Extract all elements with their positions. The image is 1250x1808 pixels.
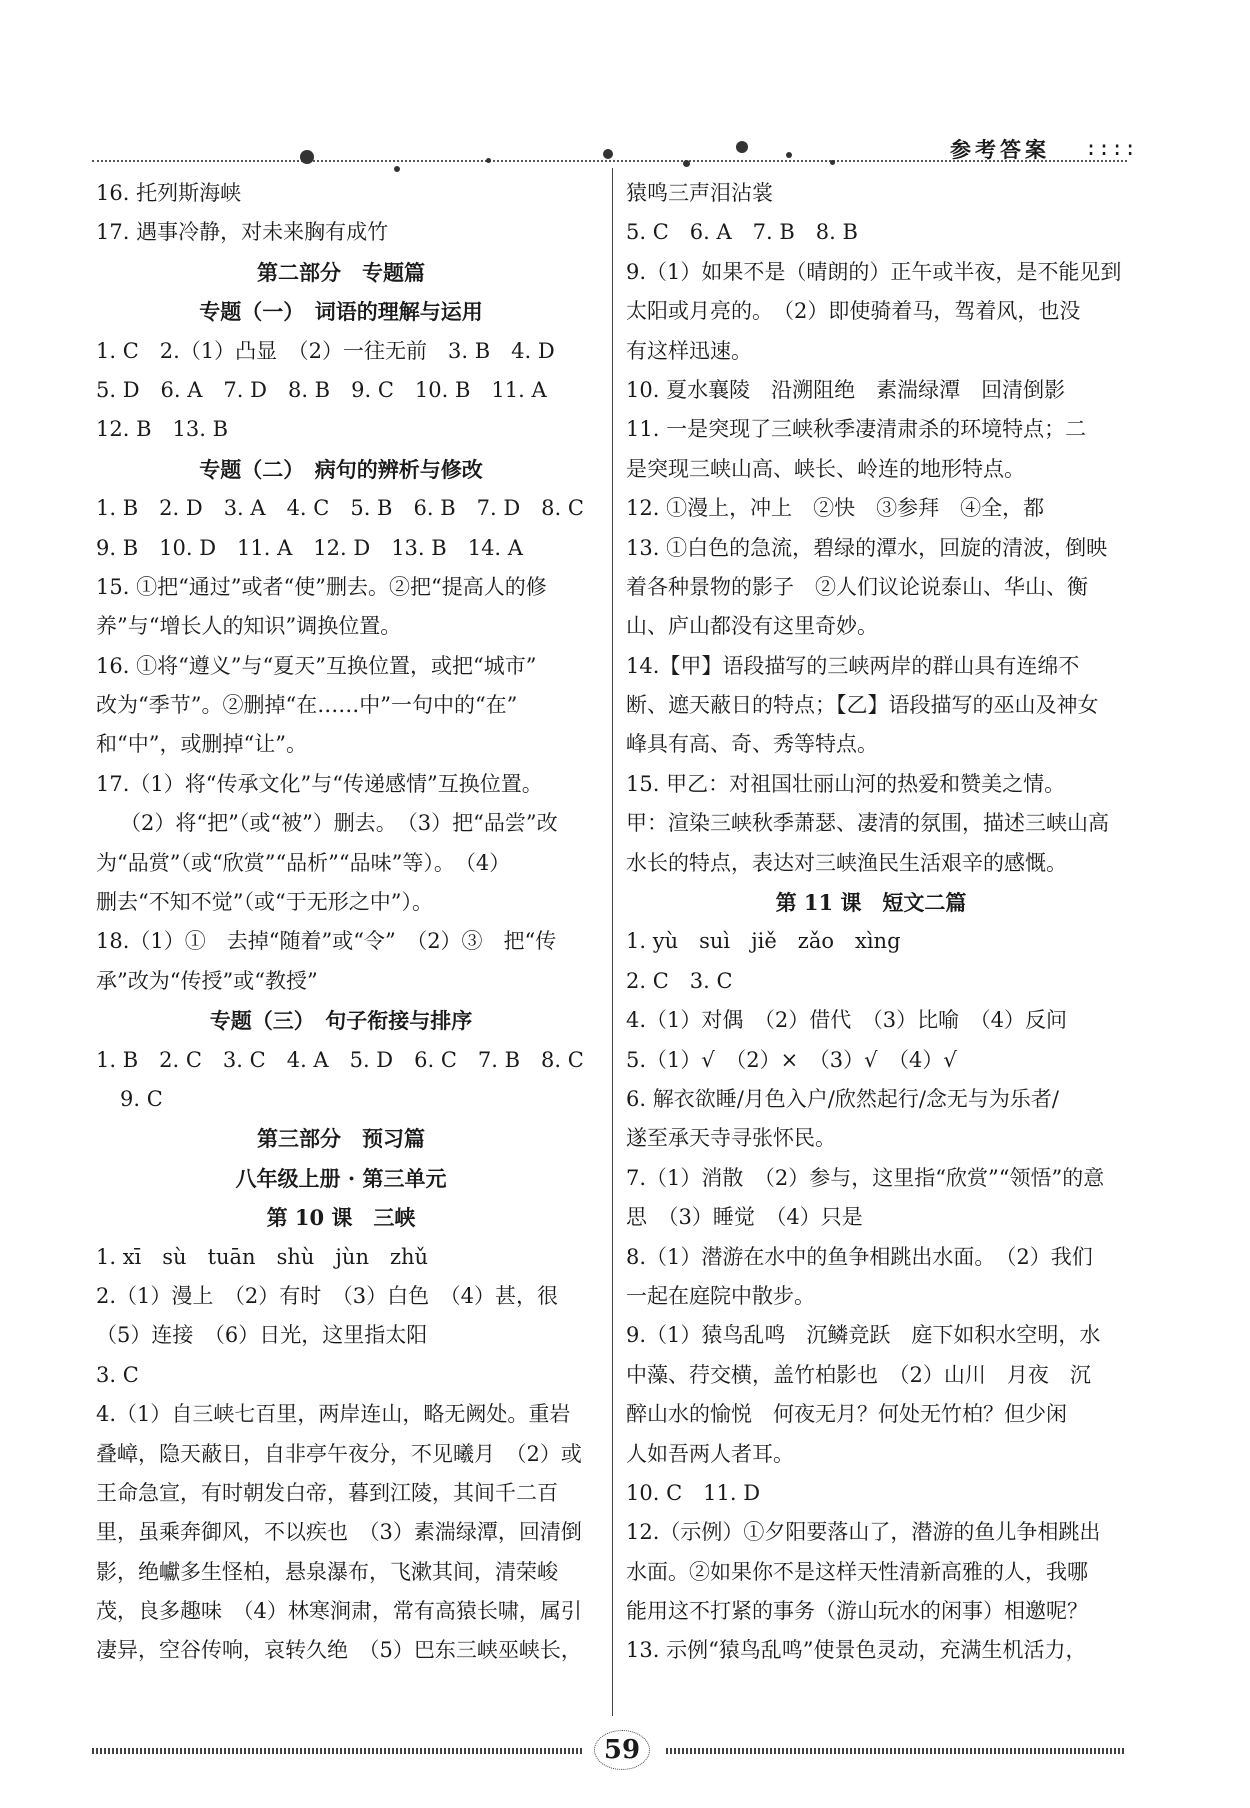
answer-line: 影，绝巘多生怪柏，悬泉瀑布，飞漱其间，清荣峻 <box>96 1559 558 1584</box>
answer-line: 山、庐山都没有这里奇妙。 <box>626 614 878 639</box>
answer-line: 凄异，空谷传响，哀转久绝 （5）巴东三峡巫峡长， <box>96 1638 582 1663</box>
answer-line: 茂，良多趣味 （4）林寒涧肃，常有高猿长啸，属引 <box>96 1599 582 1624</box>
section-heading: 第三部分 预习篇 <box>257 1126 425 1152</box>
answer-line: 5. D 6. A 7. D 8. B 9. C 10. B 11. A <box>96 377 547 402</box>
section-heading: 专题（三） 句子衔接与排序 <box>209 1008 473 1034</box>
section-heading: 八年级上册 · 第三单元 <box>235 1165 447 1191</box>
answer-line: 一起在庭院中散步。 <box>626 1283 815 1308</box>
right-column <box>626 174 1122 1671</box>
answer-line: 猿鸣三声泪沾裳 <box>626 181 773 205</box>
page-number <box>592 1728 652 1772</box>
answer-line: 18.（1）① 去掉“随着”或“令” （2）③ 把“传 <box>96 929 557 954</box>
answer-line: 17.（1）将“传承文化”与“传递感情”互换位置。 <box>96 771 543 796</box>
answer-line: 3. C <box>96 1362 139 1387</box>
footer-bar-right <box>666 1748 1126 1754</box>
answer-line: 醉山水的愉悦 何夜无月？何处无竹柏？但少闲 <box>626 1402 1067 1427</box>
decor-dot <box>830 160 835 165</box>
answer-line: 王命急宣，有时朝发白帝，暮到江陵，其间千二百 <box>96 1480 558 1505</box>
answer-line: 9.（1）如果不是（晴朗的）正午或半夜，是不能见到 <box>626 259 1122 284</box>
answer-line: 4.（1）自三峡七百里，两岸连山，略无阙处。重岩 <box>96 1402 571 1427</box>
answer-line: 思 （3）睡觉 （4）只是 <box>626 1205 863 1230</box>
section-heading: 第二部分 专题篇 <box>257 259 425 285</box>
decor-dot <box>486 158 491 163</box>
decor-dot <box>786 152 792 158</box>
section-heading: 第 10 课 三峡 <box>266 1205 416 1231</box>
answer-line: 是突现三峡山高、峡长、岭连的地形特点。 <box>626 456 1025 481</box>
answer-line: 12. B 13. B <box>96 417 229 442</box>
answer-line: （5）连接 （6）日光，这里指太阳 <box>96 1323 428 1348</box>
decor-dot <box>300 150 314 164</box>
footer-bar-left <box>92 1748 582 1754</box>
answer-line: 17. 遇事冷静，对未来胸有成竹 <box>96 220 389 245</box>
answer-line: 1. xī sù tuān shù jùn zhǔ <box>96 1244 429 1269</box>
answer-line: 叠嶂，隐天蔽日，自非亭午夜分，不见曦月 （2）或 <box>96 1441 582 1466</box>
answer-line: 甲：渲染三峡秋季萧瑟、凄清的氛围，描述三峡山高 <box>626 811 1109 836</box>
answer-line: 4.（1）对偶 （2）借代 （3）比喻 （4）反问 <box>626 1008 1067 1033</box>
section-heading: 专题（一） 词语的理解与运用 <box>199 299 483 325</box>
answer-line: 15. ①把“通过”或者“使”删去。②把“提高人的修 <box>96 574 547 599</box>
answer-line: 和“中”，或删掉“让”。 <box>96 732 307 757</box>
answer-line: 遂至承天寺寻张怀民。 <box>626 1126 836 1151</box>
header-title: 参考答案 <box>950 137 1050 162</box>
answer-line: 中藻、荇交横，盖竹柏影也 （2）山川 月夜 沉 <box>626 1362 1091 1387</box>
answer-line: 水面。②如果你不是这样天性清新高雅的人，我哪 <box>626 1559 1088 1584</box>
answer-line: 2.（1）漫上 （2）有时 （3）白色 （4）甚，很 <box>96 1283 558 1308</box>
answer-line: 改为“季节”。②删掉“在……中”一句中的“在” <box>96 693 518 718</box>
answer-line: 16. ①将“遵义”与“夏天”互换位置，或把“城市” <box>96 653 537 678</box>
answer-line: 承”改为“传授”或“教授” <box>96 968 318 993</box>
answer-line: 里，虽乘奔御风，不以疾也 （3）素湍绿潭，回清倒 <box>96 1520 582 1545</box>
answer-line: 7.（1）消散 （2）参与，这里指“欣赏”“领悟”的意 <box>626 1165 1105 1190</box>
answer-line: 着各种景物的影子 ②人们议论说泰山、华山、衡 <box>626 574 1088 599</box>
header-dots: :::: <box>1085 136 1138 160</box>
answer-line: 水长的特点，表达对三峡渔民生活艰辛的感慨。 <box>626 850 1067 875</box>
answer-line: 删去“不知不觉”（或“于无形之中”）。 <box>96 890 433 915</box>
answer-line: 9. B 10. D 11. A 12. D 13. B 14. A <box>96 535 523 560</box>
answer-line: 10. C 11. D <box>626 1480 761 1505</box>
answer-line: （2）将“把”（或“被”）删去。 （3）把“品尝”改 <box>120 811 558 836</box>
answer-line: 太阳或月亮的。 （2）即使骑着马，驾着风，也没 <box>626 299 1081 324</box>
answer-line: 1. C 2.（1）凸显 （2）一往无前 3. B 4. D <box>96 338 555 363</box>
answer-line: 2. C 3. C <box>626 968 733 993</box>
answer-line: 5.（1）√ （2）× （3）√ （4）√ <box>626 1047 957 1072</box>
answer-line: 13. ①白色的急流，碧绿的潭水，回旋的清波，倒映 <box>626 535 1108 560</box>
answer-line: 10. 夏水襄陵 沿溯阻绝 素湍绿潭 回清倒影 <box>626 377 1066 402</box>
answer-line: 9.（1）猿鸟乱鸣 沉鳞竞跃 庭下如积水空明，水 <box>626 1323 1101 1348</box>
answer-line: 8.（1）潜游在水中的鱼争相跳出水面。 （2）我们 <box>626 1244 1093 1269</box>
answer-line: 人如吾两人者耳。 <box>626 1441 794 1466</box>
answer-line: 13. 示例“猿鸟乱鸣”使景色灵动，充满生机活力， <box>626 1638 1087 1663</box>
answer-line: 5. C 6. A 7. B 8. B <box>626 220 858 245</box>
decor-dot <box>736 141 748 153</box>
decor-dot <box>683 160 690 167</box>
answer-line: 为“品赏”（或“欣赏”“品析”“品味”等）。 （4） <box>96 850 511 875</box>
answer-line: 断、遮天蔽日的特点；【乙】语段描写的巫山及神女 <box>626 693 1099 718</box>
column-divider <box>612 168 613 1716</box>
answer-line: 峰具有高、奇、秀等特点。 <box>626 732 878 757</box>
answer-line: 12.（示例）①夕阳要落山了，潜游的鱼儿争相跳出 <box>626 1520 1101 1545</box>
answer-line: 1. B 2. D 3. A 4. C 5. B 6. B 7. D 8. C <box>96 496 584 521</box>
answer-line: 6. 解衣欲睡/月色入户/欣然起行/念无与为乐者/ <box>626 1086 1060 1111</box>
answer-line: 能用这不打紧的事务（游山玩水的闲事）相邀呢？ <box>626 1599 1088 1624</box>
page-number-text: 59 <box>603 1735 641 1765</box>
left-column <box>96 174 586 1671</box>
answer-line: 养”与“增长人的知识”调换位置。 <box>96 614 402 639</box>
answer-line: 1. yù suì jiě zǎo xìng <box>626 929 901 954</box>
section-heading: 专题（二） 病句的辨析与修改 <box>199 456 483 482</box>
decor-dot <box>603 149 613 159</box>
answer-line: 1. B 2. C 3. C 4. A 5. D 6. C 7. B 8. C <box>96 1047 584 1072</box>
answer-line: 有这样迅速。 <box>626 338 752 363</box>
answer-line: 9. C <box>120 1086 163 1111</box>
answer-line: 15. 甲乙：对祖国壮丽山河的热爱和赞美之情。 <box>626 771 1066 796</box>
answer-line: 11. 一是突现了三峡秋季凄清肃杀的环境特点；二 <box>626 417 1087 442</box>
answer-line: 12. ①漫上，冲上 ②快 ③参拜 ④全，都 <box>626 496 1045 521</box>
answer-line: 14.【甲】语段描写的三峡两岸的群山具有连绵不 <box>626 653 1080 678</box>
answer-line: 16. 托列斯海峡 <box>96 181 242 205</box>
section-heading: 第 11 课 短文二篇 <box>775 890 967 916</box>
decor-dot <box>394 166 400 172</box>
